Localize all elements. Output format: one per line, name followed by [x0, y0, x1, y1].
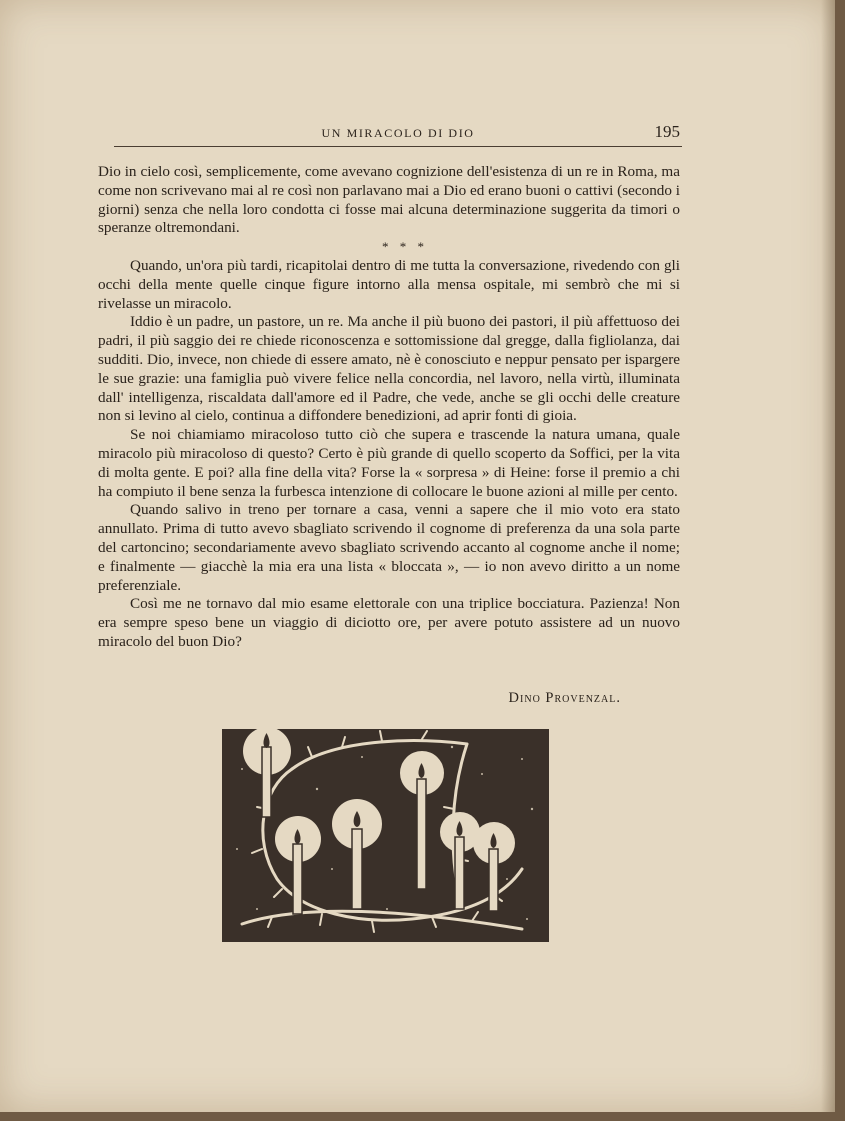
section-separator: * * * — [382, 239, 428, 255]
paragraph: Dio in cielo così, semplicemente, come avevano cognizione dell'esistenza di un re in Roma, ma come non scrivevano mai al re così non parlavano mai a Dio ed erano buoni o cattivi (secondo i giorni) senza che nella loro condotta ci fosse mai alcuna determinazione suggerita da timori o speranze oltremondani. — [98, 163, 680, 237]
paragraph: Iddio è un padre, un pastore, un re. Ma anche il più buono dei pastori, il più affettuoso dei padri, il più saggio dei re chiede riconoscenza e sottomissione dal gregge, dalla figliolanza, dai sudditi. Dio, invece, non chiede di essere amato, nè è conosciuto e neppur pensato per ispargere le sue grazie: una famiglia può vivere felice nella concordia, nel lavoro, nella virtù, illuminata dall' intelligenza, riscaldata dall'amore ed il Padre, che vede, anche se gli occhi delle creature non si levino al cielo, continua a diffondere benedizioni, ad aprir fonti di gioia. — [98, 313, 680, 425]
author-signature: Dino Provenzal. — [508, 690, 621, 706]
article-body — [98, 163, 680, 652]
paragraph: Se noi chiamiamo miracoloso tutto ciò che supera e trascende la natura umana, quale miracolo più miracoloso di questo? Certo è più grande di quello scoperto da Soffici, per la vita di molta gente. E poi? alla fine della vita? Forse la « sorpresa » di Heine: forse il premio a chi ha compiuto il bene senza la furbesca intenzione di collocare le buone azioni al mille per cento. — [98, 426, 680, 500]
paragraph: Quando salivo in treno per tornare a casa, venni a sapere che il mio voto era stato annullato. Prima di tutto avevo sbagliato scrivendo il cognome di preferenza da una sola parte del cartoncino; secondariamente avevo sbagliato scrivendo accanto al cognome anche il nome; e finalmente — giacchè la mia era una lista « bloccata », — io non avevo diritto a un nome preferenziale. — [98, 501, 680, 594]
page-number: 195 — [654, 122, 680, 141]
candles-thorn-wreath-woodcut-icon — [222, 729, 549, 942]
paragraph: Così me ne tornavo dal mio esame elettorale con una triplice bocciatura. Pazienza! Non era sempre speso bene un viaggio di diciotto ore, per avere potuto assistere ad un nuovo miracolo del buon Dio? — [98, 595, 680, 650]
page-header — [114, 122, 682, 147]
running-title: UN MIRACOLO DI DIO — [321, 126, 475, 140]
paragraph: Quando, un'ora più tardi, ricapitolai dentro di me tutta la conversazione, rivedendo con gli occhi della mente quelle cinque figure intorno alla mensa ospitale, mi sembrò che mi si rivelasse un miracolo. — [98, 256, 680, 312]
